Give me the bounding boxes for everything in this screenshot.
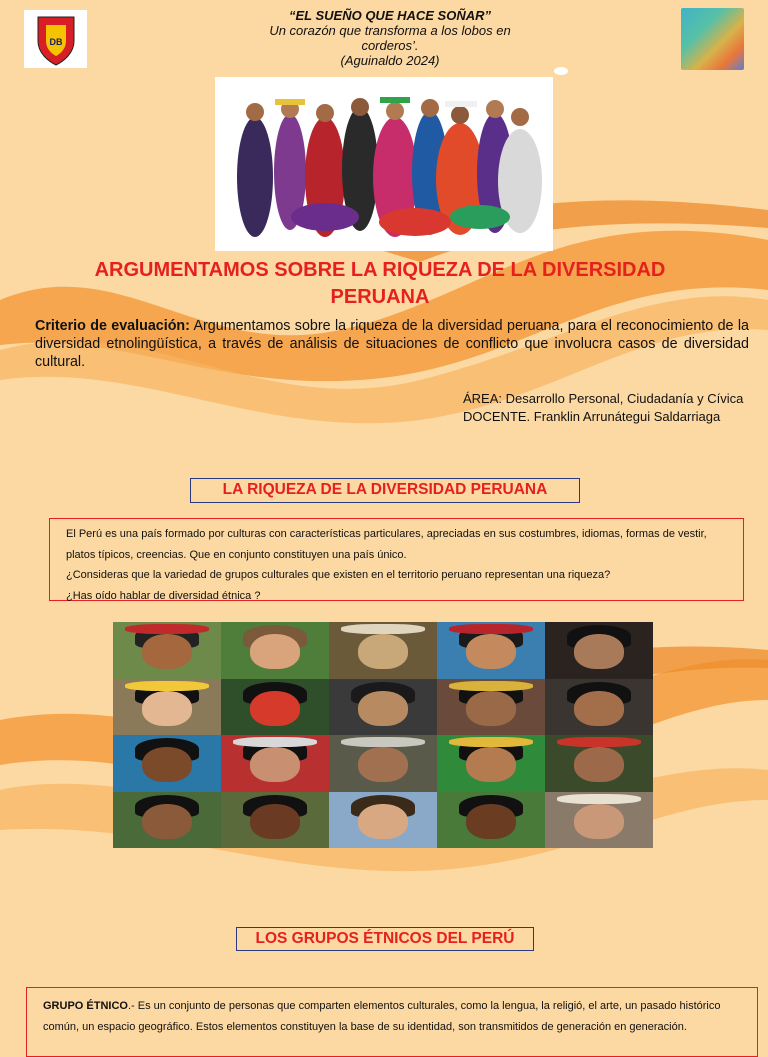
face-photo xyxy=(329,792,437,849)
face-photo xyxy=(113,792,221,849)
face-photo xyxy=(113,735,221,792)
school-logo xyxy=(24,10,87,68)
school-motto: “EL SUEÑO QUE HACE SOÑAR” xyxy=(288,8,491,23)
course-info xyxy=(463,390,743,426)
face-photo xyxy=(221,679,329,736)
section-heading-diversity: LA RIQUEZA DE LA DIVERSIDAD PERUANA xyxy=(190,478,580,503)
face-photo xyxy=(329,622,437,679)
quote-line: Un corazón que transforma a los lobos en xyxy=(269,23,511,38)
face-photo xyxy=(545,679,653,736)
face-photo xyxy=(545,792,653,849)
face-photo xyxy=(221,735,329,792)
group-photo-figures xyxy=(237,97,542,237)
traditional-dress-group-photo xyxy=(215,77,553,251)
face-photo xyxy=(437,622,545,679)
svg-text:DB: DB xyxy=(49,37,62,47)
criterion-label: Criterio de evaluación: xyxy=(35,318,190,334)
quote-line: (Aguinaldo 2024) xyxy=(340,53,440,68)
face-photo xyxy=(437,792,545,849)
definition-text-line2: común, un espacio geográfico. Estos elementos constituyen la base de su identidad, son transmitidos de generación en generación. xyxy=(43,1021,687,1033)
face-photo xyxy=(545,622,653,679)
face-photo xyxy=(329,735,437,792)
definition-term: GRUPO ÉTNICO xyxy=(43,1000,128,1012)
definition-text: .- Es un conjunto de personas que comparten elementos culturales, como la lengua, la religió, el arte, un pasado histórico xyxy=(127,1000,721,1012)
school-crest-icon xyxy=(26,11,86,67)
intro-line: platos típicos, creencias. Que en conjunto constituyen una país único. xyxy=(66,548,407,561)
face-photo xyxy=(113,679,221,736)
face-photo xyxy=(545,735,653,792)
criterion-text: Argumentamos sobre la riqueza de la diversidad peruana, para el reconocimiento de la diversidad etnolingüística, a través de análisis de situaciones de conflicto que involucra casos de diversidad cultural. xyxy=(35,318,749,370)
header-text xyxy=(230,8,550,68)
ethnic-faces-mosaic xyxy=(113,622,653,848)
area-label: ÁREA: Desarrollo Personal, Ciudadanía y Cívica xyxy=(463,391,744,406)
face-photo xyxy=(437,679,545,736)
intro-text-box xyxy=(49,518,744,601)
quote-line: corderos’. xyxy=(361,38,419,53)
face-photo xyxy=(113,622,221,679)
page-title: ARGUMENTAMOS SOBRE LA RIQUEZA DE LA DIVERSIDAD PERUANA xyxy=(94,259,666,308)
face-photo xyxy=(437,735,545,792)
aguinaldo-poster-image xyxy=(681,8,744,70)
section-heading-ethnic-groups: LOS GRUPOS ÉTNICOS DEL PERÚ xyxy=(236,927,534,951)
face-photo xyxy=(221,792,329,849)
face-photo xyxy=(329,679,437,736)
evaluation-criterion xyxy=(35,317,749,371)
intro-line: ¿Consideras que la variedad de grupos culturales que existen en el territorio peruano representan una riqueza? xyxy=(66,569,611,581)
intro-line: El Perú es una país formado por culturas con características particulares, apreciadas en sus costumbres, idiomas, formas de vestir, xyxy=(66,528,707,540)
face-photo xyxy=(221,622,329,679)
intro-line: ¿Has oído hablar de diversidad étnica ? xyxy=(66,589,261,602)
ethnic-group-definition-box xyxy=(26,987,758,1057)
teacher-label: DOCENTE. Franklin Arrunátegui Saldarriaga xyxy=(463,409,721,424)
